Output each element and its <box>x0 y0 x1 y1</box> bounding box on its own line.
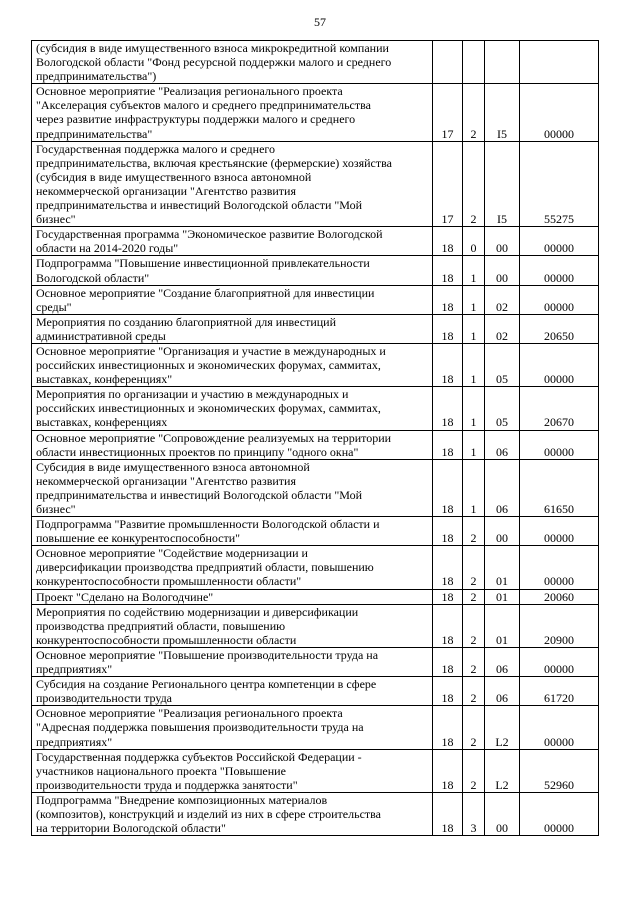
row-name-cell <box>32 546 433 589</box>
code-direction-cell: 61650 <box>520 459 599 516</box>
row-name-cell <box>32 285 433 314</box>
code-program-cell: 18 <box>433 647 463 676</box>
code-program-cell: 18 <box>433 430 463 459</box>
code-subprogram-cell: 1 <box>463 256 485 285</box>
row-name-line: производительности труда <box>36 691 173 706</box>
code-subprogram-cell: 2 <box>463 604 485 647</box>
code-activity-cell: 01 <box>485 589 520 604</box>
row-name-line: "Адресная поддержка повышения производительности труда на <box>36 720 364 735</box>
table-row <box>32 343 599 386</box>
row-name-line: Проект "Сделано на Вологодчине" <box>36 589 214 604</box>
code-direction-cell <box>520 41 599 84</box>
row-name-cell <box>32 41 433 84</box>
code-program-cell: 18 <box>433 256 463 285</box>
code-direction-cell: 00000 <box>520 84 599 141</box>
row-name-line: бизнес" <box>36 502 76 516</box>
page-number: 57 <box>314 15 326 29</box>
row-name-line: Подпрограмма "Внедрение композиционных материалов <box>36 792 328 807</box>
row-name-line: на территории Вологодской области" <box>36 821 226 836</box>
table-row <box>32 285 599 314</box>
table-row <box>32 604 599 647</box>
table-row <box>32 749 599 792</box>
row-name-line: предприятиях" <box>36 734 113 749</box>
row-name-line: бизнес" <box>36 212 76 227</box>
row-name-line: некоммерческой организации "Агентство развития <box>36 183 296 198</box>
code-subprogram-cell: 1 <box>463 343 485 386</box>
code-direction-cell: 00000 <box>520 285 599 314</box>
row-name-line: Основное мероприятие "Реализация регионального проекта <box>36 84 343 99</box>
row-name-line: Основное мероприятие "Создание благоприятной для инвестиции <box>36 285 375 300</box>
budget-table <box>31 40 599 836</box>
code-direction-cell: 00000 <box>520 792 599 835</box>
table-row <box>32 84 599 141</box>
row-name-line: Государственная поддержка малого и среднего <box>36 141 276 156</box>
row-name-line: Основное мероприятие "Организация и участие в международных и <box>36 343 386 358</box>
table-row <box>32 706 599 749</box>
code-activity-cell: 06 <box>485 647 520 676</box>
row-name-cell <box>32 517 433 546</box>
row-name-cell <box>32 604 433 647</box>
row-name-line: Вологодской области "Фонд ресурсной поддержки малого и среднего <box>36 55 392 70</box>
code-subprogram-cell: 1 <box>463 314 485 343</box>
row-name-line: диверсификации производства предприятий области, повышению <box>36 560 374 575</box>
code-program-cell: 18 <box>433 459 463 516</box>
row-name-line: через развитие инфраструктуры поддержки малого и среднего <box>36 112 356 127</box>
code-program-cell: 18 <box>433 343 463 386</box>
code-direction-cell: 61720 <box>520 677 599 706</box>
code-subprogram-cell: 2 <box>463 749 485 792</box>
row-name-line: предпринимательства") <box>36 69 157 84</box>
row-name-line: (композитов), конструкций и изделий из них в сфере строительства <box>36 806 381 821</box>
row-name-cell <box>32 589 433 604</box>
code-activity-cell: L2 <box>485 706 520 749</box>
row-name-cell <box>32 459 433 516</box>
code-activity-cell: 02 <box>485 314 520 343</box>
code-direction-cell: 20060 <box>520 589 599 604</box>
table-row <box>32 589 599 604</box>
code-direction-cell: 20650 <box>520 314 599 343</box>
code-program-cell: 18 <box>433 546 463 589</box>
code-activity-cell: 00 <box>485 256 520 285</box>
code-subprogram-cell: 2 <box>463 706 485 749</box>
code-program-cell: 18 <box>433 749 463 792</box>
code-direction-cell: 20670 <box>520 387 599 430</box>
code-subprogram-cell: 3 <box>463 792 485 835</box>
row-name-cell <box>32 792 433 835</box>
row-name-cell <box>32 314 433 343</box>
code-subprogram-cell: 1 <box>463 387 485 430</box>
row-name-line: некоммерческой организации "Агентство развития <box>36 473 296 488</box>
code-activity-cell: 00 <box>485 517 520 546</box>
row-name-line: Мероприятия по содействию модернизации и диверсификации <box>36 604 359 619</box>
table-row <box>32 546 599 589</box>
code-program-cell: 18 <box>433 604 463 647</box>
row-name-line: Мероприятия по организации и участию в международных и <box>36 387 349 402</box>
row-name-line: Основное мероприятие "Повышение производительности труда на <box>36 647 379 662</box>
row-name-line: административной среды <box>36 328 166 343</box>
code-direction-cell: 20900 <box>520 604 599 647</box>
code-activity-cell: 06 <box>485 430 520 459</box>
code-direction-cell: 00000 <box>520 227 599 256</box>
code-program-cell <box>433 41 463 84</box>
code-activity-cell: I5 <box>485 141 520 227</box>
code-program-cell: 18 <box>433 387 463 430</box>
table-row <box>32 459 599 516</box>
row-name-cell <box>32 430 433 459</box>
code-activity-cell: 00 <box>485 227 520 256</box>
table-row <box>32 677 599 706</box>
row-name-cell <box>32 647 433 676</box>
table-row <box>32 517 599 546</box>
code-subprogram-cell: 2 <box>463 84 485 141</box>
row-name-line: повышение ее конкурентоспособности" <box>36 531 241 546</box>
code-subprogram-cell: 2 <box>463 546 485 589</box>
row-name-line: Подпрограмма "Развитие промышленности Вологодской области и <box>36 517 380 532</box>
code-direction-cell: 00000 <box>520 517 599 546</box>
row-name-cell <box>32 677 433 706</box>
code-activity-cell <box>485 41 520 84</box>
row-name-line: Подпрограмма "Повышение инвестиционной привлекательности <box>36 256 370 271</box>
row-name-line: Вологодской области" <box>36 270 150 285</box>
code-program-cell: 18 <box>433 285 463 314</box>
row-name-line: "Акселерация субъектов малого и среднего предпринимательства <box>36 98 371 113</box>
code-activity-cell: 06 <box>485 677 520 706</box>
table-body <box>32 41 599 836</box>
table-row <box>32 430 599 459</box>
code-activity-cell: 06 <box>485 459 520 516</box>
row-name-line: Государственная программа "Экономическое развитие Вологодской <box>36 227 383 242</box>
row-name-cell <box>32 706 433 749</box>
table-row <box>32 227 599 256</box>
row-name-line: выставках, конференциях" <box>36 372 173 387</box>
code-subprogram-cell: 1 <box>463 285 485 314</box>
row-name-line: Основное мероприятие "Содействие модернизации и <box>36 546 308 561</box>
code-program-cell: 17 <box>433 141 463 227</box>
code-subprogram-cell: 2 <box>463 589 485 604</box>
row-name-cell <box>32 84 433 141</box>
code-activity-cell: 01 <box>485 604 520 647</box>
code-program-cell: 18 <box>433 517 463 546</box>
code-program-cell: 18 <box>433 706 463 749</box>
code-subprogram-cell: 2 <box>463 677 485 706</box>
row-name-cell <box>32 141 433 227</box>
code-subprogram-cell: 1 <box>463 430 485 459</box>
row-name-line: Мероприятия по созданию благоприятной для инвестиций <box>36 314 337 329</box>
code-activity-cell: 02 <box>485 285 520 314</box>
table-row <box>32 792 599 835</box>
row-name-line: области инвестиционных проектов по принципу "одного окна" <box>36 444 359 459</box>
row-name-line: предпринимательства" <box>36 126 153 141</box>
row-name-line: предпринимательства и инвестиций Вологодской области "Мой <box>36 487 363 502</box>
row-name-cell <box>32 227 433 256</box>
code-subprogram-cell: 2 <box>463 647 485 676</box>
table-row <box>32 314 599 343</box>
code-activity-cell: L2 <box>485 749 520 792</box>
code-program-cell: 18 <box>433 677 463 706</box>
code-program-cell: 18 <box>433 227 463 256</box>
code-direction-cell: 00000 <box>520 343 599 386</box>
row-name-line: (субсидия в виде имущественного взноса микрокредитной компании <box>36 41 389 55</box>
table-row <box>32 256 599 285</box>
row-name-line: конкурентоспособности промышленности области" <box>36 574 302 589</box>
row-name-cell <box>32 387 433 430</box>
code-activity-cell: 05 <box>485 387 520 430</box>
code-direction-cell: 00000 <box>520 546 599 589</box>
code-subprogram-cell: 2 <box>463 517 485 546</box>
row-name-line: российских инвестиционных и экономических форумах, саммитах, <box>36 358 381 373</box>
code-program-cell: 17 <box>433 84 463 141</box>
code-direction-cell: 00000 <box>520 706 599 749</box>
row-name-line: предприятиях" <box>36 662 113 677</box>
table-row <box>32 647 599 676</box>
code-subprogram-cell <box>463 41 485 84</box>
row-name-line: области на 2014-2020 годы" <box>36 241 179 256</box>
code-direction-cell: 00000 <box>520 647 599 676</box>
code-program-cell: 18 <box>433 314 463 343</box>
row-name-cell <box>32 749 433 792</box>
code-direction-cell: 52960 <box>520 749 599 792</box>
code-program-cell: 18 <box>433 589 463 604</box>
row-name-line: российских инвестиционных и экономических форумах, саммитах, <box>36 401 381 416</box>
row-name-line: производительности труда и поддержка занятости" <box>36 777 298 792</box>
code-direction-cell: 00000 <box>520 430 599 459</box>
row-name-line: участников национального проекта "Повышение <box>36 763 286 778</box>
table-row <box>32 387 599 430</box>
table-row <box>32 41 599 84</box>
row-name-line: Субсидия в виде имущественного взноса автономной <box>36 459 310 474</box>
row-name-line: (субсидия в виде имущественного взноса автономной <box>36 169 312 184</box>
row-name-line: предпринимательства, включая крестьянские (фермерские) хозяйства <box>36 155 392 170</box>
table-row <box>32 141 599 227</box>
row-name-line: Субсидия на создание Регионального центра компетенции в сфере <box>36 677 377 692</box>
row-name-cell <box>32 256 433 285</box>
code-activity-cell: 05 <box>485 343 520 386</box>
code-subprogram-cell: 0 <box>463 227 485 256</box>
row-name-cell <box>32 343 433 386</box>
row-name-line: выставках, конференциях <box>36 415 168 430</box>
row-name-line: предпринимательства и инвестиций Вологодской области "Мой <box>36 198 363 213</box>
row-name-line: конкурентоспособности промышленности области <box>36 632 297 647</box>
row-name-line: Основное мероприятие "Реализация регионального проекта <box>36 706 343 721</box>
code-direction-cell: 55275 <box>520 141 599 227</box>
code-subprogram-cell: 2 <box>463 141 485 227</box>
code-activity-cell: I5 <box>485 84 520 141</box>
code-activity-cell: 00 <box>485 792 520 835</box>
code-subprogram-cell: 1 <box>463 459 485 516</box>
code-activity-cell: 01 <box>485 546 520 589</box>
row-name-line: Государственная поддержка субъектов Российской Федерации - <box>36 749 362 764</box>
row-name-line: среды" <box>36 299 72 314</box>
code-direction-cell: 00000 <box>520 256 599 285</box>
row-name-line: производства предприятий области, повышению <box>36 618 286 633</box>
code-program-cell: 18 <box>433 792 463 835</box>
row-name-line: Основное мероприятие "Сопровождение реализуемых на территории <box>36 430 392 445</box>
